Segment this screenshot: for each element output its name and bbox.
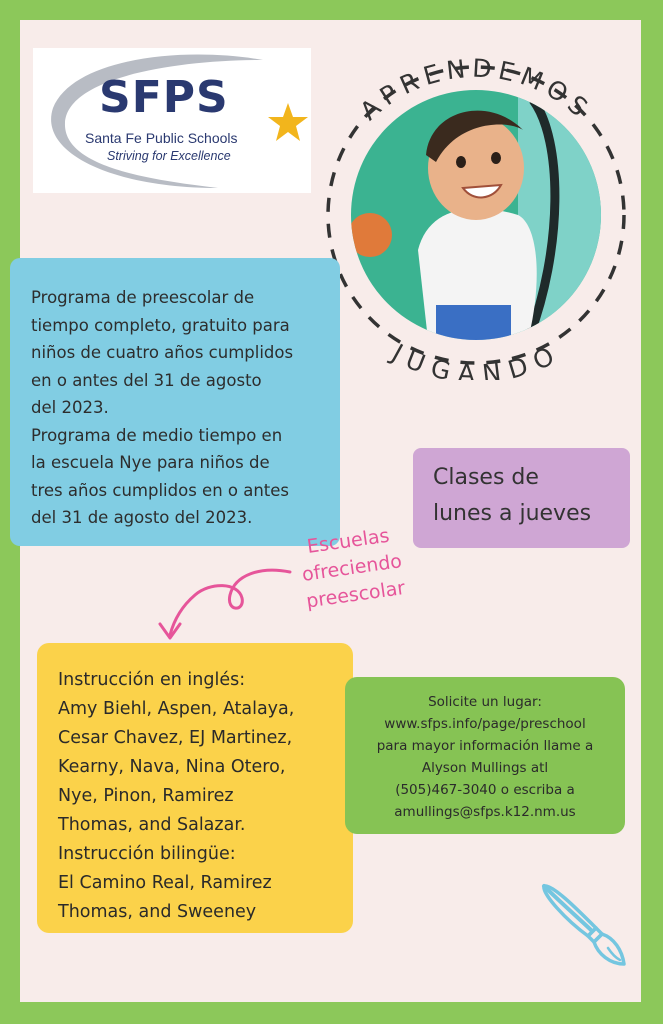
info-line: tiempo completo, gratuito para xyxy=(31,315,290,335)
schools-label-line1: Escuelas xyxy=(305,524,391,558)
schools-line: Thomas, and Sweeney xyxy=(58,902,257,922)
aprendemos-jugando-badge xyxy=(318,50,648,380)
info-line: del 31 de agosto del 2023. xyxy=(31,508,253,527)
schools-line: Nye, Pinon, Ramirez xyxy=(58,786,234,806)
paintbrush-icon xyxy=(536,878,631,973)
contact-phone: (505)467-3040 o escriba a xyxy=(395,782,575,798)
curly-arrow-icon xyxy=(150,560,300,645)
schools-label-line3: preescolar xyxy=(304,576,407,613)
schools-list-box xyxy=(37,643,353,933)
schools-line: Kearny, Nava, Nina Otero, xyxy=(58,757,286,777)
contact-box xyxy=(345,677,625,834)
logo-school-name: Santa Fe Public Schools xyxy=(85,130,238,146)
info-line: la escuela Nye para niños de xyxy=(31,453,270,472)
schools-label-line2: ofreciendo xyxy=(300,550,404,586)
class-days-box xyxy=(413,448,630,548)
logo-abbrev: SFPS xyxy=(99,72,229,123)
star-icon xyxy=(266,101,310,143)
schools-line: Amy Biehl, Aspen, Atalaya, xyxy=(58,699,295,719)
schools-line: Thomas, and Salazar. xyxy=(58,815,246,835)
schools-line: Cesar Chavez, EJ Martinez, xyxy=(58,728,293,748)
contact-website[interactable]: www.sfps.info/page/preschool xyxy=(384,716,586,732)
schools-line: Instrucción en inglés: xyxy=(58,670,246,690)
info-line: en o antes del 31 de agosto xyxy=(31,370,262,390)
info-line: del 2023. xyxy=(31,398,109,417)
info-line: niños de cuatro años cumplidos xyxy=(31,343,294,362)
schools-line: Instrucción bilingüe: xyxy=(58,844,236,864)
program-info-text xyxy=(31,284,331,532)
contact-line: para mayor información llame a xyxy=(376,738,594,754)
class-days-line1: Clases de xyxy=(433,465,539,490)
program-info-box xyxy=(10,258,340,546)
info-line: tres años cumplidos en o antes xyxy=(31,480,290,500)
class-days-line2: lunes a jueves xyxy=(433,501,592,526)
info-line: Programa de medio tiempo en xyxy=(31,425,283,445)
contact-email[interactable]: amullings@sfps.k12.nm.us xyxy=(394,804,576,820)
contact-line: Alyson Mullings atl xyxy=(421,760,549,776)
info-line: Programa de preescolar de xyxy=(31,288,255,307)
badge-bottom-text: JUGANDO xyxy=(387,338,565,380)
child-photo xyxy=(348,88,608,348)
logo-tagline: Striving for Excellence xyxy=(107,149,231,163)
badge-top-text: APRENDEMOS xyxy=(354,53,598,126)
schools-line: El Camino Real, Ramirez xyxy=(58,873,272,893)
contact-line: Solicite un lugar: xyxy=(428,694,542,710)
